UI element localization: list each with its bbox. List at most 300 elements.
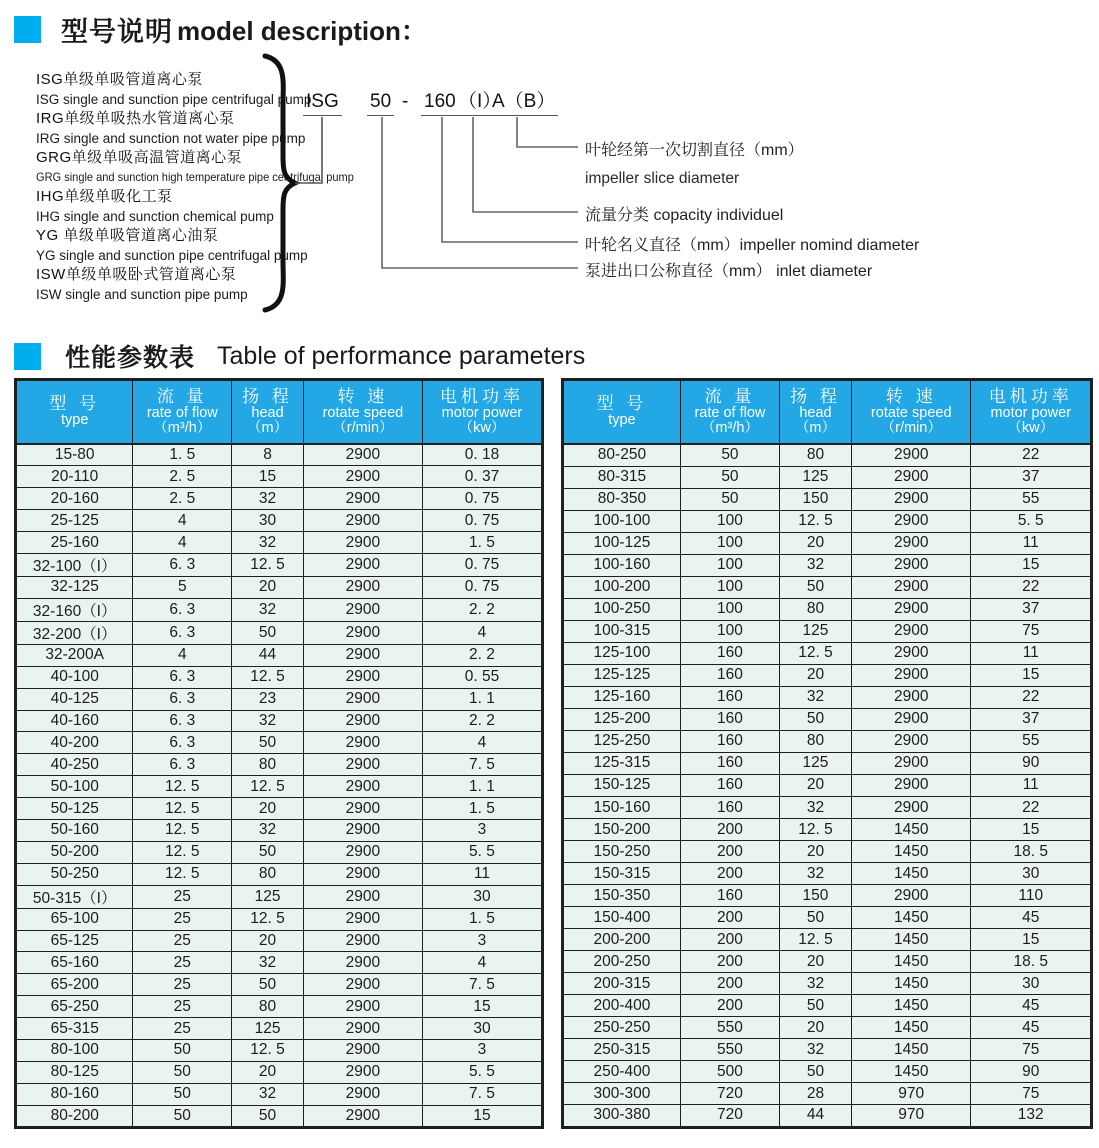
- column-header: [422, 380, 542, 445]
- table-cell: 2900: [303, 466, 422, 488]
- performance-tables: [14, 378, 1093, 1129]
- pump-type-en: ISG single and sunction pipe centrifugal pump: [36, 91, 312, 107]
- table-cell: 2900: [851, 797, 971, 819]
- table-cell: 7. 5: [422, 974, 542, 996]
- table-cell: 50: [232, 974, 304, 996]
- table-cell: 50: [232, 732, 304, 754]
- table-row: [563, 664, 1092, 686]
- table-cell: 75: [971, 620, 1092, 642]
- table-row: [16, 930, 543, 952]
- table-row: [16, 974, 543, 996]
- table-cell: 100: [680, 554, 779, 576]
- column-header: [133, 380, 232, 445]
- table-cell: 2900: [303, 819, 422, 841]
- table-cell: 1. 5: [422, 532, 542, 554]
- table-cell: 22: [971, 576, 1092, 598]
- table-cell: 3: [422, 819, 542, 841]
- table-cell: 6. 3: [133, 732, 232, 754]
- table-cell: 125: [780, 620, 852, 642]
- table-cell: 22: [971, 686, 1092, 708]
- pump-type-en: IRG single and sunction not water pipe pump: [36, 130, 306, 146]
- callout-impeller-cut-zh: 叶轮经第一次切割直径（mm）: [585, 142, 804, 159]
- table-cell: 32-125: [16, 576, 133, 598]
- table-cell: 2900: [851, 885, 971, 907]
- table-cell: 4: [133, 532, 232, 554]
- table-cell: 25: [133, 996, 232, 1018]
- table-row: [563, 863, 1092, 885]
- table-cell: 45: [971, 995, 1092, 1017]
- table-row: [563, 532, 1092, 554]
- table-cell: 1450: [851, 1039, 971, 1061]
- table-cell: 18. 5: [971, 841, 1092, 863]
- column-header-en: rotate speed: [322, 404, 404, 421]
- table-cell: 2900: [851, 774, 971, 796]
- table-cell: 2900: [851, 730, 971, 752]
- table-cell: 32: [780, 686, 852, 708]
- table-cell: 100-250: [563, 598, 681, 620]
- column-header-en: head: [251, 404, 284, 421]
- column-header-unit: （kw）: [458, 420, 506, 436]
- table-cell: 6. 3: [133, 553, 232, 576]
- table-cell: 12. 5: [232, 666, 304, 688]
- table-cell: 2900: [303, 666, 422, 688]
- table-cell: 2900: [303, 598, 422, 621]
- column-header-zh: 流 量: [156, 386, 208, 406]
- table-cell: 160: [680, 730, 779, 752]
- table-cell: 32: [780, 797, 852, 819]
- table-cell: 20: [232, 576, 304, 598]
- table-cell: 5. 5: [422, 841, 542, 863]
- table-cell: 125: [232, 885, 304, 908]
- table-cell: 12. 5: [232, 553, 304, 576]
- table-cell: 12. 5: [780, 642, 852, 664]
- table-cell: 50-250: [16, 863, 133, 885]
- table-row: [16, 996, 543, 1018]
- pump-type-item: [36, 187, 382, 226]
- table-cell: 50-160: [16, 819, 133, 841]
- table-cell: 32: [232, 819, 304, 841]
- table-cell: 100: [680, 598, 779, 620]
- table-row: [563, 444, 1092, 466]
- performance-section-header: [14, 338, 585, 374]
- table-cell: 20: [780, 951, 852, 973]
- table-cell: 160: [680, 664, 779, 686]
- column-header: [851, 380, 971, 445]
- table-cell: 12. 5: [133, 776, 232, 798]
- table-cell: 150-350: [563, 885, 681, 907]
- table-cell: 50-125: [16, 798, 133, 820]
- table-cell: 5. 5: [422, 1061, 542, 1083]
- table-cell: 2900: [303, 1083, 422, 1105]
- column-header-en: head: [799, 404, 832, 421]
- table-cell: 100: [680, 510, 779, 532]
- table-cell: 2900: [303, 732, 422, 754]
- table-row: [563, 973, 1092, 995]
- table-row: [16, 688, 543, 710]
- table-cell: 32-160（I）: [16, 598, 133, 621]
- table-cell: 15: [971, 819, 1092, 841]
- table-cell: 2900: [851, 444, 971, 466]
- table-cell: 37: [971, 598, 1092, 620]
- connector-inlet: [382, 117, 578, 268]
- table-cell: 15: [422, 1105, 542, 1127]
- table-cell: 40-160: [16, 710, 133, 732]
- table-cell: 300-380: [563, 1105, 681, 1127]
- table-cell: 65-200: [16, 974, 133, 996]
- table-cell: 80: [232, 863, 304, 885]
- table-cell: 2900: [851, 554, 971, 576]
- table-cell: 160: [680, 885, 779, 907]
- table-row: [563, 774, 1092, 796]
- table-cell: 160: [680, 752, 779, 774]
- table-cell: 22: [971, 797, 1092, 819]
- table-row: [16, 1061, 543, 1083]
- table-cell: 2900: [851, 598, 971, 620]
- table-row: [563, 554, 1092, 576]
- column-header-zh: 扬 程: [242, 386, 293, 406]
- column-header-en: type: [61, 412, 89, 429]
- table-cell: 0. 75: [422, 553, 542, 576]
- table-cell: 250-315: [563, 1039, 681, 1061]
- table-cell: 720: [680, 1105, 779, 1127]
- table-cell: 20-160: [16, 488, 133, 510]
- connector-cut: [517, 117, 578, 147]
- table-cell: 1450: [851, 863, 971, 885]
- table-cell: 2900: [303, 644, 422, 666]
- table-row: [563, 488, 1092, 510]
- column-header: [680, 380, 779, 445]
- table-cell: 2900: [303, 553, 422, 576]
- table-row: [16, 644, 543, 666]
- table-cell: 50: [232, 621, 304, 644]
- table-cell: 6. 3: [133, 621, 232, 644]
- pump-type-en: IHG single and sunction chemical pump: [36, 208, 274, 224]
- table-cell: 32-200（I）: [16, 621, 133, 644]
- table-cell: 6. 3: [133, 688, 232, 710]
- table-cell: 6. 3: [133, 666, 232, 688]
- table-cell: 50: [780, 576, 852, 598]
- table-cell: 7. 5: [422, 1083, 542, 1105]
- table-cell: 28: [780, 1083, 852, 1105]
- table-row: [563, 708, 1092, 730]
- column-header-zh: 转 速: [337, 386, 389, 406]
- table-cell: 4: [133, 510, 232, 532]
- table-row: [16, 1083, 543, 1105]
- table-cell: 45: [971, 1017, 1092, 1039]
- table-cell: 2900: [851, 686, 971, 708]
- table-cell: 32: [232, 488, 304, 510]
- column-header-unit: （m）: [246, 420, 289, 436]
- table-cell: 0. 55: [422, 666, 542, 688]
- table-cell: 2900: [303, 688, 422, 710]
- table-cell: 32: [780, 1039, 852, 1061]
- table-cell: 50: [780, 907, 852, 929]
- table-row: [16, 952, 543, 974]
- table-cell: 970: [851, 1105, 971, 1127]
- table-row: [563, 819, 1092, 841]
- code-part-inlet: 50: [367, 92, 394, 116]
- table-cell: 160: [680, 774, 779, 796]
- table-cell: 55: [971, 488, 1092, 510]
- table-cell: 125: [780, 752, 852, 774]
- table-row: [16, 510, 543, 532]
- column-header: [563, 380, 681, 445]
- table-cell: 11: [422, 863, 542, 885]
- table-cell: 22: [971, 444, 1092, 466]
- table-row: [16, 1018, 543, 1040]
- table-cell: 25: [133, 974, 232, 996]
- table-cell: 2900: [851, 576, 971, 598]
- table-cell: 200: [680, 841, 779, 863]
- table-cell: 15-80: [16, 444, 133, 466]
- table-row: [16, 710, 543, 732]
- table-row: [563, 598, 1092, 620]
- table-cell: 80-125: [16, 1061, 133, 1083]
- table-row: [563, 730, 1092, 752]
- table-cell: 150: [780, 885, 852, 907]
- table-cell: 30: [971, 863, 1092, 885]
- table-cell: 2900: [303, 841, 422, 863]
- table-cell: 125-125: [563, 664, 681, 686]
- table-cell: 12. 5: [780, 929, 852, 951]
- table-cell: 50: [133, 1039, 232, 1061]
- table-cell: 8: [232, 444, 304, 466]
- table-cell: 550: [680, 1039, 779, 1061]
- table-row: [16, 841, 543, 863]
- table-cell: 100-100: [563, 510, 681, 532]
- table-cell: 32-100（I）: [16, 553, 133, 576]
- table-cell: 150-200: [563, 819, 681, 841]
- pump-type-item: [36, 265, 382, 304]
- table-cell: 150-315: [563, 863, 681, 885]
- table-cell: 250-400: [563, 1061, 681, 1083]
- table-cell: 4: [422, 732, 542, 754]
- table-row: [16, 532, 543, 554]
- table-cell: 32: [232, 598, 304, 621]
- table-cell: 20: [232, 1061, 304, 1083]
- table-cell: 125-250: [563, 730, 681, 752]
- table-cell: 2900: [303, 488, 422, 510]
- table-cell: 2900: [303, 952, 422, 974]
- table-cell: 11: [971, 642, 1092, 664]
- table-cell: 2900: [303, 885, 422, 908]
- table-cell: 2900: [303, 510, 422, 532]
- table-cell: 65-100: [16, 908, 133, 930]
- table-cell: 55: [971, 730, 1092, 752]
- table-cell: 125: [232, 1018, 304, 1040]
- table-row: [16, 908, 543, 930]
- table-cell: 2900: [303, 863, 422, 885]
- table-cell: 200: [680, 863, 779, 885]
- table-cell: 1450: [851, 819, 971, 841]
- table-cell: 20: [780, 841, 852, 863]
- table-row: [16, 553, 543, 576]
- table-cell: 160: [680, 686, 779, 708]
- table-cell: 18. 5: [971, 951, 1092, 973]
- table-cell: 25: [133, 930, 232, 952]
- table-cell: 500: [680, 1061, 779, 1083]
- table-cell: 100: [680, 620, 779, 642]
- table-cell: 32-200A: [16, 644, 133, 666]
- table-cell: 2900: [303, 576, 422, 598]
- table-cell: 20: [232, 798, 304, 820]
- table-row: [16, 576, 543, 598]
- table-cell: 12. 5: [780, 819, 852, 841]
- table-cell: 2. 2: [422, 644, 542, 666]
- performance-table-right: [561, 378, 1093, 1129]
- pump-type-en: ISW single and sunction pipe pump: [36, 286, 248, 302]
- table-cell: 25-160: [16, 532, 133, 554]
- table-cell: 2. 2: [422, 598, 542, 621]
- table-cell: 30: [422, 885, 542, 908]
- table-cell: 20: [232, 930, 304, 952]
- table-cell: 7. 5: [422, 754, 542, 776]
- table-cell: 125-200: [563, 708, 681, 730]
- table-cell: 200-250: [563, 951, 681, 973]
- table-cell: 80: [780, 444, 852, 466]
- table-row: [16, 666, 543, 688]
- table-cell: 20: [780, 774, 852, 796]
- table-cell: 2900: [851, 466, 971, 488]
- table-cell: 100-160: [563, 554, 681, 576]
- table-cell: 6. 3: [133, 598, 232, 621]
- column-header: [780, 380, 852, 445]
- table-cell: 80: [780, 730, 852, 752]
- table-cell: 100: [680, 576, 779, 598]
- code-part-impeller: 160: [421, 92, 459, 116]
- table-row: [563, 576, 1092, 598]
- table-row: [563, 642, 1092, 664]
- table-cell: 150-400: [563, 907, 681, 929]
- table-cell: 32: [780, 973, 852, 995]
- code-part-cut: A（B）: [489, 92, 558, 116]
- table-cell: 2900: [303, 974, 422, 996]
- model-title-zh: 型号说明: [61, 17, 173, 47]
- table-cell: 125-160: [563, 686, 681, 708]
- table-cell: 970: [851, 1083, 971, 1105]
- table-cell: 2900: [851, 752, 971, 774]
- table-cell: 50: [680, 444, 779, 466]
- table-cell: 30: [971, 973, 1092, 995]
- performance-table-left: [14, 378, 544, 1129]
- table-row: [563, 929, 1092, 951]
- column-header: [971, 380, 1092, 445]
- column-header-unit: （m）: [794, 420, 837, 436]
- table-cell: 2900: [303, 1061, 422, 1083]
- pump-type-zh: ISG单级单吸管道离心泵: [36, 71, 203, 88]
- table-cell: 2. 2: [422, 710, 542, 732]
- pump-type-zh: IRG单级单吸热水管道离心泵: [36, 110, 235, 127]
- column-header-zh: 转 速: [885, 386, 937, 406]
- table-cell: 44: [232, 644, 304, 666]
- table-cell: 25: [133, 885, 232, 908]
- table-cell: 12. 5: [232, 1039, 304, 1061]
- table-row: [563, 841, 1092, 863]
- table-cell: 125: [780, 466, 852, 488]
- table-cell: 150-125: [563, 774, 681, 796]
- table-cell: 50: [680, 488, 779, 510]
- table-cell: 6. 3: [133, 754, 232, 776]
- table-row: [16, 776, 543, 798]
- table-cell: 80: [780, 598, 852, 620]
- connector-impeller: [442, 117, 578, 242]
- table-cell: 1450: [851, 907, 971, 929]
- table-cell: 6. 3: [133, 710, 232, 732]
- table-cell: 3: [422, 930, 542, 952]
- column-header-zh: 电机功率: [988, 386, 1073, 406]
- table-cell: 1450: [851, 1017, 971, 1039]
- table-cell: 15: [971, 929, 1092, 951]
- table-cell: 40-200: [16, 732, 133, 754]
- table-cell: 2900: [303, 754, 422, 776]
- table-cell: 25: [133, 908, 232, 930]
- table-row: [16, 466, 543, 488]
- column-header: [16, 380, 133, 445]
- table-cell: 2900: [303, 621, 422, 644]
- table-cell: 75: [971, 1083, 1092, 1105]
- table-cell: 2900: [303, 776, 422, 798]
- table-cell: 20: [780, 532, 852, 554]
- column-header-unit: （kw）: [1007, 420, 1055, 436]
- table-cell: 4: [422, 952, 542, 974]
- table-row: [563, 1039, 1092, 1061]
- table-row: [16, 863, 543, 885]
- table-cell: 2900: [303, 1018, 422, 1040]
- table-cell: 3: [422, 1039, 542, 1061]
- performance-title-en: Table of performance parameters: [217, 341, 586, 370]
- column-header-en: motor power: [990, 404, 1072, 421]
- table-cell: 2. 5: [133, 466, 232, 488]
- column-header-en: rotate speed: [870, 404, 952, 421]
- table-cell: 5: [133, 576, 232, 598]
- column-header-en: motor power: [441, 404, 523, 421]
- table-cell: 11: [971, 532, 1092, 554]
- table-cell: 90: [971, 1061, 1092, 1083]
- table-cell: 12. 5: [133, 798, 232, 820]
- table-cell: 0. 18: [422, 444, 542, 466]
- column-header-zh: 电机功率: [439, 386, 524, 406]
- table-cell: 50-100: [16, 776, 133, 798]
- table-cell: 2900: [851, 510, 971, 532]
- table-cell: 37: [971, 708, 1092, 730]
- column-header-unit: （m³/h）: [700, 420, 759, 436]
- table-cell: 20-110: [16, 466, 133, 488]
- table-cell: 32: [232, 952, 304, 974]
- table-cell: 20: [780, 1017, 852, 1039]
- table-cell: 0. 75: [422, 488, 542, 510]
- table-cell: 80: [232, 754, 304, 776]
- table-cell: 50-200: [16, 841, 133, 863]
- table-cell: 200-200: [563, 929, 681, 951]
- table-cell: 12. 5: [780, 510, 852, 532]
- table-cell: 200: [680, 995, 779, 1017]
- callout-impeller-nominal: 叶轮名义直径（mm）impeller nomind diameter: [585, 237, 920, 254]
- table-cell: 2900: [851, 620, 971, 642]
- table-cell: 80-250: [563, 444, 681, 466]
- callout-capacity: 流量分类 copacity individuel: [585, 207, 784, 224]
- table-row: [563, 1061, 1092, 1083]
- table-cell: 11: [971, 774, 1092, 796]
- column-header-unit: （r/min）: [332, 420, 394, 436]
- table-cell: 12. 5: [133, 841, 232, 863]
- table-cell: 1450: [851, 841, 971, 863]
- table-cell: 80-200: [16, 1105, 133, 1127]
- table-cell: 550: [680, 1017, 779, 1039]
- table-cell: 45: [971, 907, 1092, 929]
- table-row: [563, 1105, 1092, 1127]
- table-cell: 100-125: [563, 532, 681, 554]
- table-cell: 2900: [303, 532, 422, 554]
